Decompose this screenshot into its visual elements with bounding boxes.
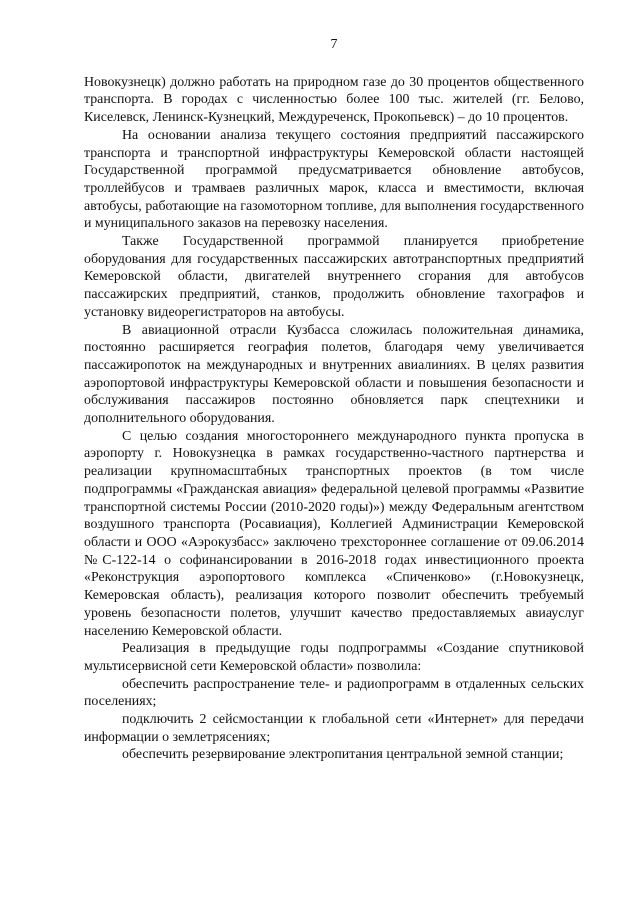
page-number: 7 xyxy=(330,37,338,52)
paragraph-transport-gas-continuation: Новокузнецк) должно работать на природном газе до 30 процентов общественного транспорта. В городах с численностью более 100 тыс. жителей (гг. Белово, Киселевск, Ленинск-Кузнецкий, Междуреченск, Прокопьевск) – до 10 процентов. xyxy=(84,74,584,126)
list-item-power-backup: обеспечить резервирование электропитания центральной земной станции; xyxy=(122,747,564,763)
paragraph-bus-fleet-renewal: На основании анализа текущего состояния предприятий пассажирского транспорта и транспортной инфраструктуры Кемеровской области настоящей Государственной программой предусматривается обновление автобусов, троллейбусов и трамваев различных марок, класса и вместимости, включая автобусы, работающие на газомоторном топливе, для выполнения государственного и муниципального заказов на перевозку населения. xyxy=(84,127,584,232)
list-item-seismic-stations: подключить 2 сейсмостанции к глобальной сети «Интернет» для передачи информации о землетрясениях; xyxy=(84,712,584,745)
paragraph-aviation-industry: В авиационной отрасли Кузбасса сложилась положительная динамика, постоянно расширяется география полетов, благодаря чему увеличивается пассажиропоток на международных и внутренних авиалиниях. В целях развития аэропортовой инфраструктуры Кемеровской области и повышения безопасности и обслуживания пассажиров постоянно обновляется парк спецтехники и дополнительного оборудования. xyxy=(84,322,584,427)
paragraph-novokuznetsk-airport: С целью создания многостороннего международного пункта пропуска в аэропорту г. Новокузнецка в рамках государственно-частного партнерства и реализации крупномасштабных транспортных проектов (в том числе подпрограммы «Гражданская авиация» федеральной целевой программы «Развитие транспортной системы России (2010-2020 годы)») между Федеральным агентством воздушного транспорта (Росавиация), Коллегией Администрации Кемеровской области и ООО «Аэрокузбасс» заключено трехстороннее соглашение от 09.06.2014 №С-122-14 о софинансировании в 2016-2018 годах инвестиционного проекта «Реконструкция аэропортового комплекса «Спиченково» (г.Новокузнецк, Кемеровская область), реализация которого позволит обеспечить требуемый уровень безопасности полетов, улучшит качество предоставляемых авиауслуг населению Кемеровской области. xyxy=(84,428,584,639)
paragraph-equipment-purchase: Также Государственной программой планируется приобретение оборудования для государственных пассажирских автотранспортных предприятий Кемеровской области, двигателей внутреннего сгорания для автобусов пассажирских предприятий, станков, продолжить обновление тахографов и установку видеорегистраторов на автобусы. xyxy=(84,234,584,320)
list-item-broadcasting: обеспечить распространение теле- и радиопрограмм в отдаленных сельских поселениях; xyxy=(84,676,584,710)
paragraph-satellite-network: Реализация в предыдущие годы подпрограммы «Создание спутниковой мультисервисной сети Кемеровской области» позволила: xyxy=(84,641,584,674)
